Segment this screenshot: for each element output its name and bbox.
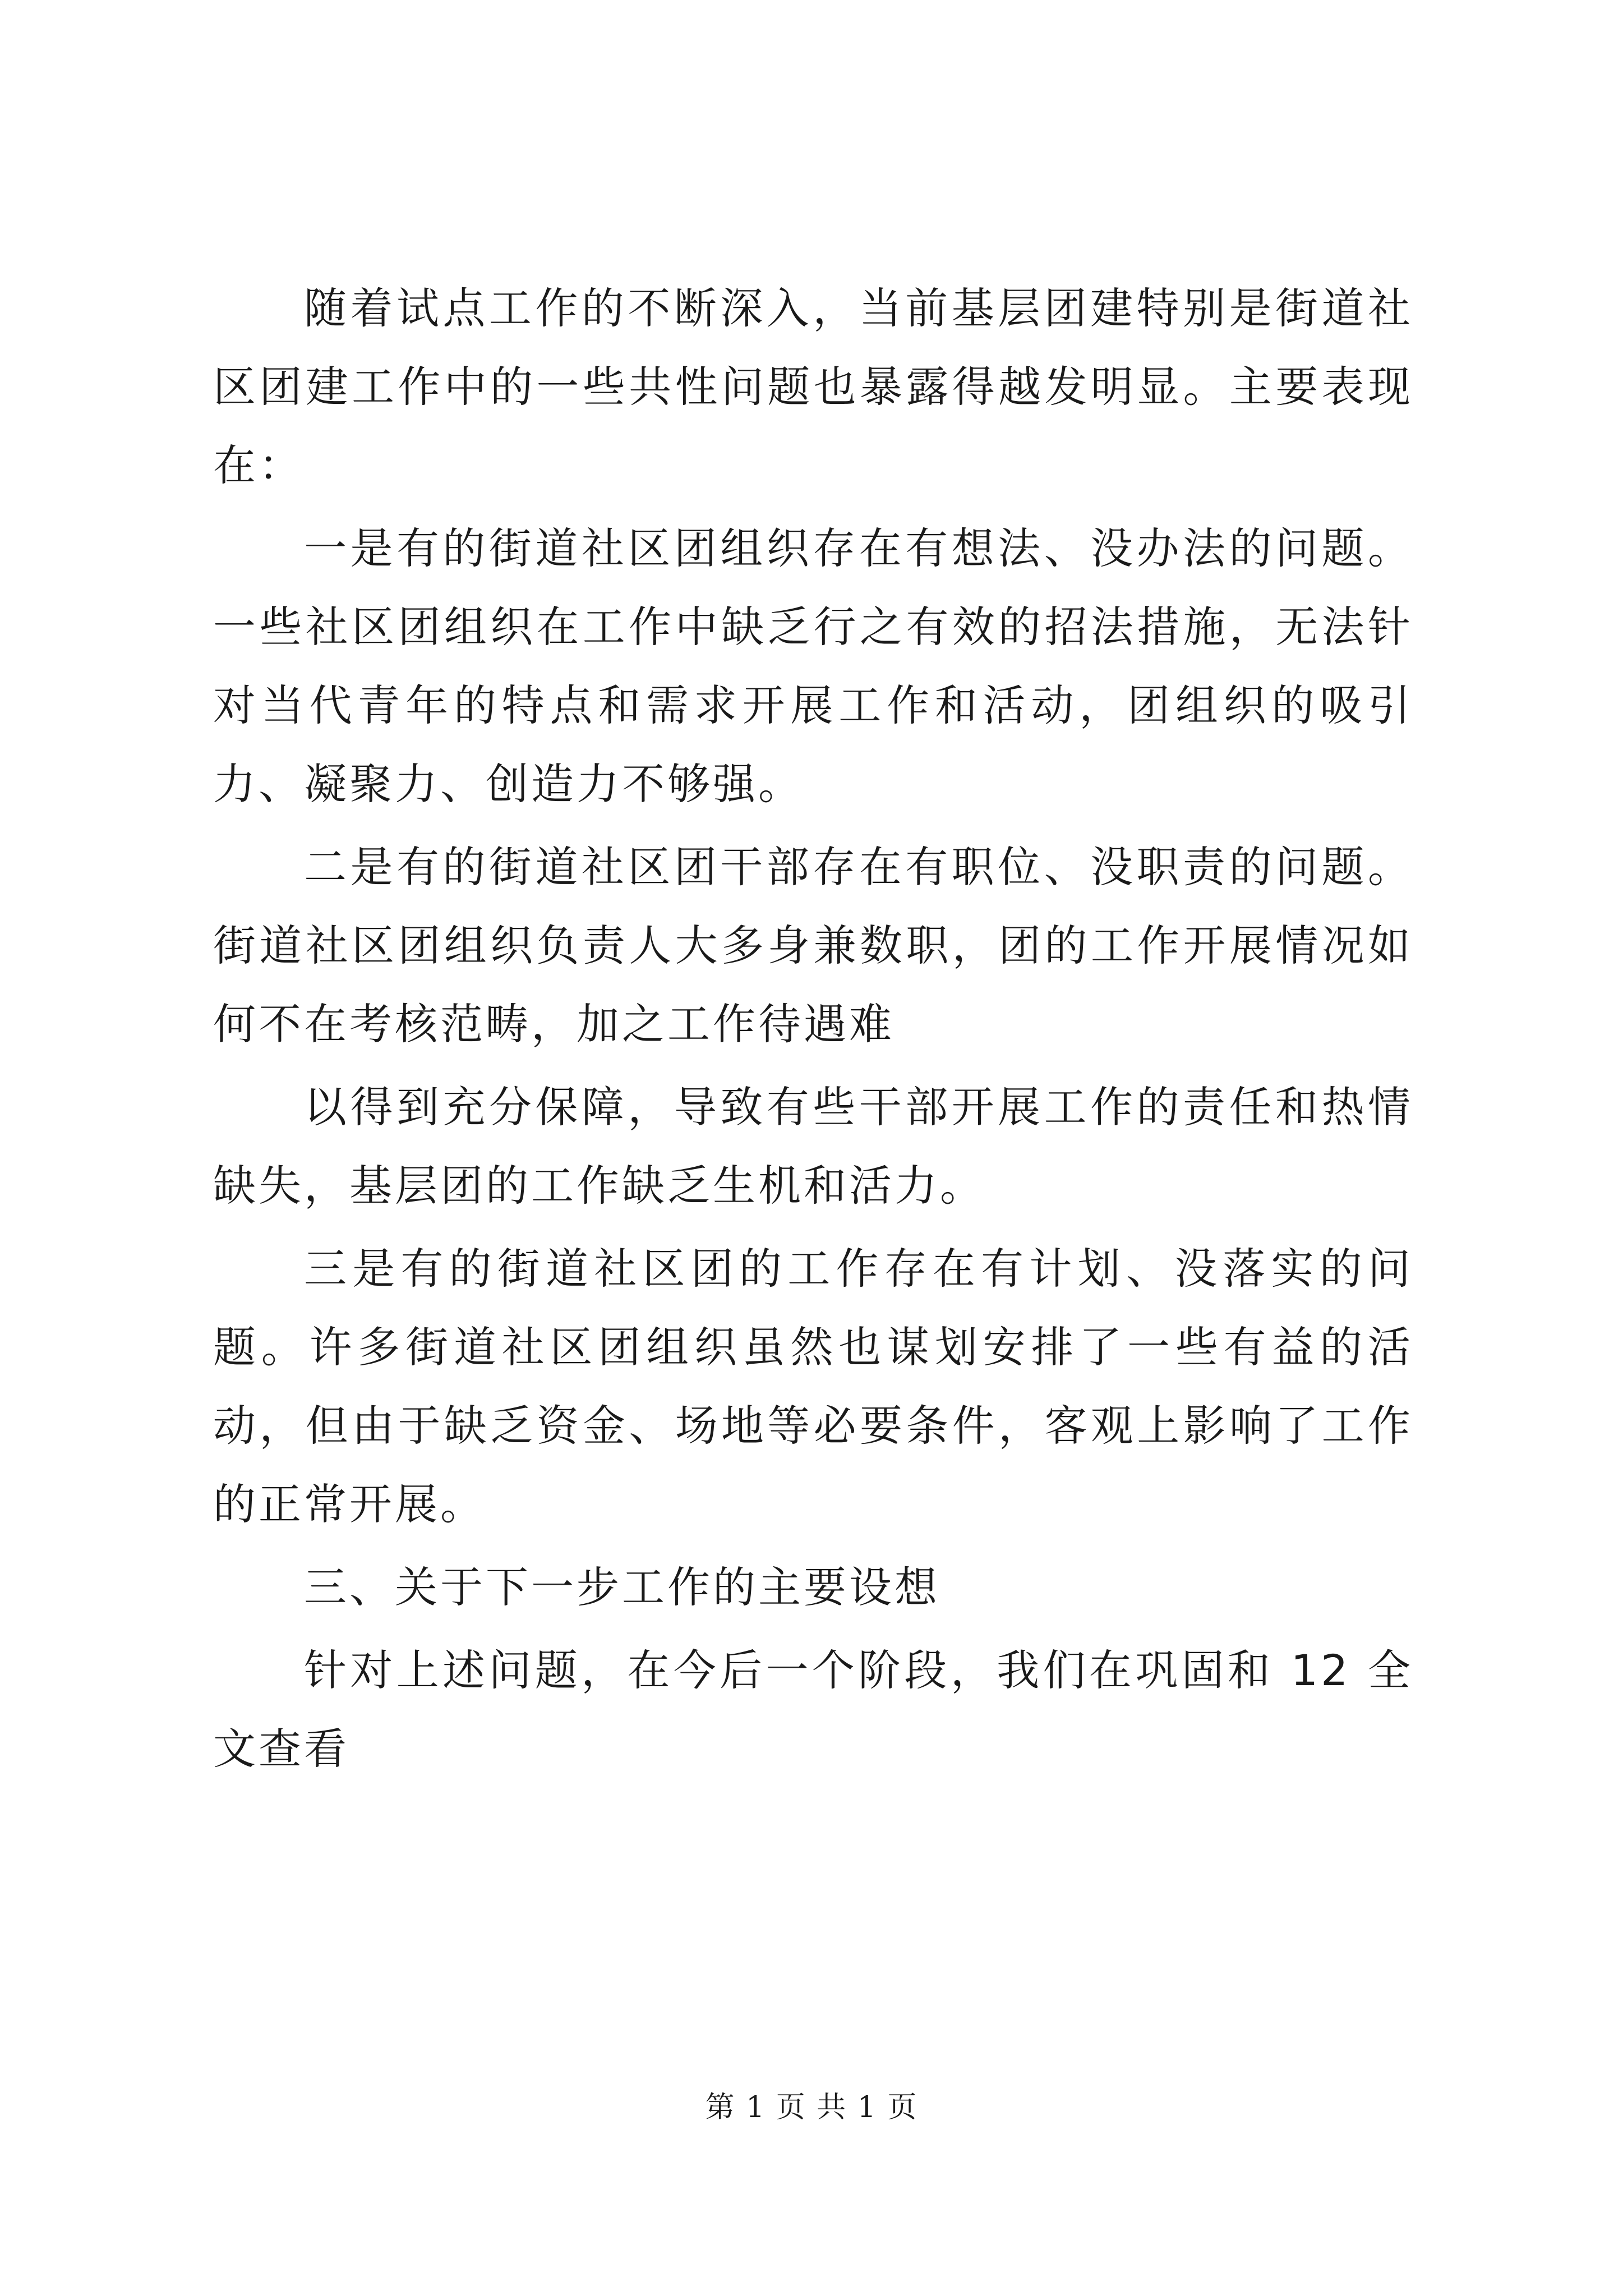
paragraph-next-steps: 针对上述问题，在今后一个阶段，我们在巩固和 12 全文查看 [213, 1645, 1413, 1774]
paragraph-problem-three: 三是有的街道社区团的工作存在有计划、没落实的问题。许多街道社区团组织虽然也谋划安排了一些有益的活动，但由于缺乏资金、场地等必要条件，客观上影响了工作的正常开展。 [213, 1244, 1413, 1529]
page-number-footer: 第 1 页 共 1 页 [705, 2091, 918, 2124]
paragraph-problem-two: 二是有的街道社区团干部存在有职位、没职责的问题。街道社区团组织负责人大多身兼数职，团的工作开展情况如何不在考核范畴，加之工作待遇难 [213, 842, 1413, 1049]
section-heading-next-steps: 三、关于下一步工作的主要设想 [304, 1562, 940, 1612]
paragraph-intro: 随着试点工作的不断深入，当前基层团建特别是街道社区团建工作中的一些共性问题也暴露得越发明显。主要表现在： [213, 283, 1413, 490]
paragraph-problem-one: 一是有的街道社区团组织存在有想法、没办法的问题。一些社区团组织在工作中缺乏行之有效的招法措施，无法针对当代青年的特点和需求开展工作和活动，团组织的吸引力、凝聚力、创造力不够强。 [213, 523, 1413, 809]
paragraph-problem-two-continued: 以得到充分保障，导致有些干部开展工作的责任和热情缺失，基层团的工作缺乏生机和活力。 [213, 1082, 1413, 1211]
document-body [213, 269, 1413, 1793]
